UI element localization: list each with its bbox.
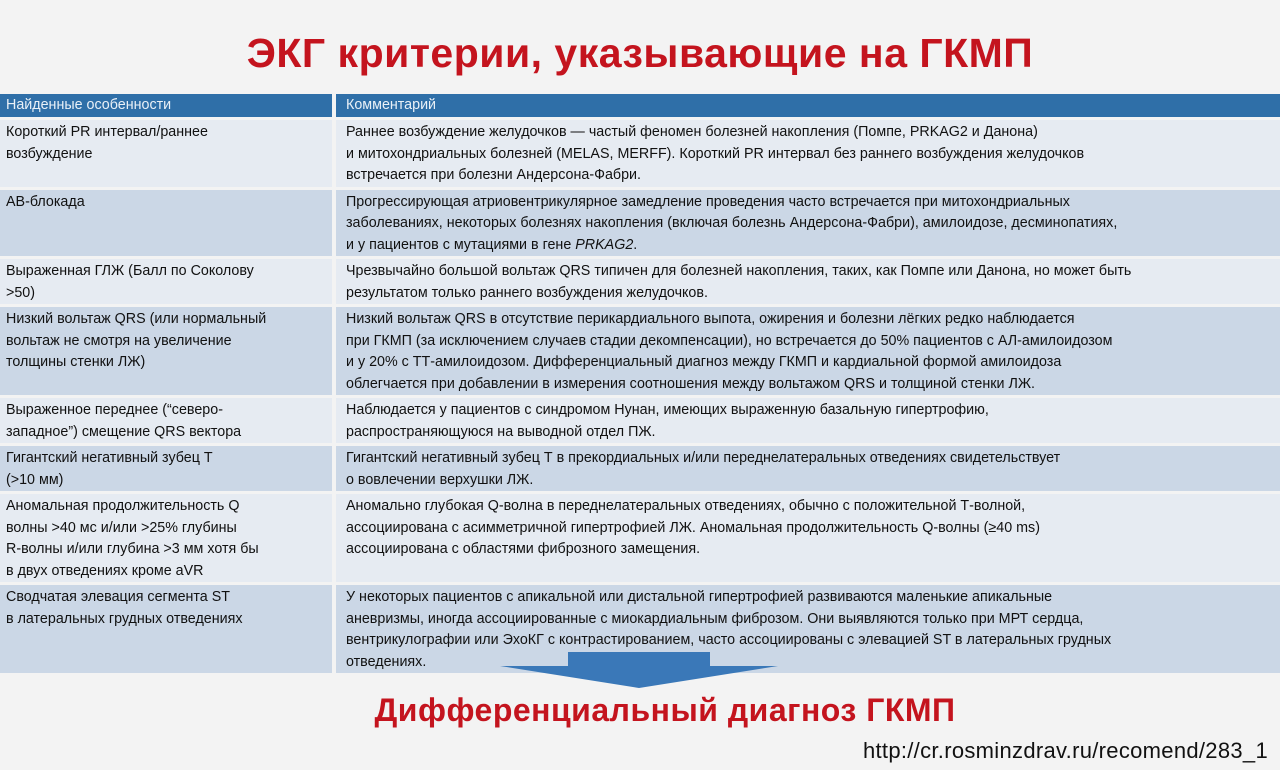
comment-line: Гигантский негативный зубец Т в прекордиальных и/или переднелатеральных отведениях свидетельствует: [346, 450, 1061, 466]
comment-line: о вовлечении верхушки ЛЖ.: [346, 471, 534, 488]
comment-cell: [334, 397, 1280, 445]
feature-line: Сводчатая элевация сегмента ST: [6, 589, 230, 605]
header-comment: Комментарий: [334, 94, 1280, 119]
comment-cell: [334, 445, 1280, 493]
comment-line: вентрикулографии или ЭхоКГ с контрастированием, часто ассоциированы с элевацией ST в латеральных грудных: [346, 632, 1112, 648]
comment-line: ассоциирована с областями фиброзного замещения.: [346, 541, 701, 557]
table-row: [0, 397, 1280, 445]
slide-title: ЭКГ критерии, указывающие на ГКМП: [246, 30, 1034, 76]
feature-line: Аномальная продолжительность Q: [6, 498, 240, 514]
comment-cell: [334, 584, 1280, 674]
ecg-criteria-table: [0, 94, 1280, 673]
comment-text: и у пациентов с мутациями в гене: [346, 236, 572, 253]
feature-line: в двух отведениях кроме aVR: [6, 562, 204, 579]
comment-cell: [334, 188, 1280, 258]
feature-line: западное”) смещение QRS вектора: [6, 423, 242, 440]
feature-cell: [0, 397, 334, 445]
feature-cell: [0, 258, 334, 306]
comment-line: Раннее возбуждение желудочков — частый феномен болезней накопления (Помпе, PRKAG2 и Данона): [346, 124, 1038, 140]
feature-line: толщины стенки ЛЖ): [6, 354, 146, 370]
down-arrow-icon: [500, 652, 778, 688]
gene-name: PRKAG2: [575, 236, 634, 253]
comment-cell: [334, 493, 1280, 584]
comment-line: результатом только раннего возбуждения желудочков.: [346, 284, 708, 301]
feature-line: Выраженная ГЛЖ (Балл по Соколову: [6, 263, 254, 279]
comment-line: отведениях.: [346, 653, 427, 670]
comment-line: Аномально глубокая Q-волна в переднелатеральных отведениях, обычно с положительной Т-волной,: [346, 498, 1026, 514]
feature-line: Короткий PR интервал/раннее: [6, 124, 208, 140]
comment-line: заболеваниях, некоторых болезнях накопления (включая болезнь Андерсона-Фабри), амилоидозе, десминопатиях,: [346, 215, 1118, 231]
comment-line: облегчается при добавлении в измерения соотношения между вольтажом QRS и толщиной стенки ЛЖ.: [346, 375, 1036, 392]
table-row: [0, 493, 1280, 584]
feature-line: в латеральных грудных отведениях: [6, 610, 243, 627]
comment-line: Прогрессирующая атриовентрикулярное замедление проведения часто встречается при митохондриальных: [346, 193, 1070, 210]
comment-cell: [334, 119, 1280, 189]
feature-cell: [0, 119, 334, 189]
table-row: [0, 445, 1280, 493]
comment-line: распространяющуюся на выводной отдел ПЖ.: [346, 423, 656, 440]
table-row: [0, 306, 1280, 397]
comment-line: [346, 235, 1274, 257]
slide-subtitle: Дифференциальный диагноз ГКМП: [374, 692, 956, 728]
feature-line: Низкий вольтаж QRS (или нормальный: [6, 311, 267, 327]
feature-line: волны >40 мс и/или >25% глубины: [6, 519, 237, 536]
feature-line: >50): [6, 284, 36, 301]
comment-line: У некоторых пациентов с апикальной или дистальной гипертрофией развиваются маленькие апикальные: [346, 589, 1053, 605]
comment-tail: .: [633, 236, 638, 253]
feature-line: вольтаж не смотря на увеличение: [6, 332, 232, 349]
feature-cell: [0, 306, 334, 397]
source-url: http://cr.rosminzdrav.ru/recomend/283_1: [862, 738, 1268, 763]
comment-line: встречается при болезни Андерсона-Фабри.: [346, 167, 642, 183]
feature-line: (>10 мм): [6, 471, 64, 488]
comment-line: при ГКМП (за исключением случаев стадии декомпенсации), но встречается до 50% пациентов с АЛ-амилоидозом: [346, 332, 1113, 349]
comment-line: ассоциирована с асимметричной гипертрофией ЛЖ. Аномальная продолжительность Q-волны (≥40 ms): [346, 519, 1040, 536]
feature-line: возбуждение: [6, 145, 93, 162]
table-row: [0, 188, 1280, 258]
comment-line: Низкий вольтаж QRS в отсутствие перикардиального выпота, ожирения и болезни лёгких редко наблюдается: [346, 311, 1075, 327]
comment-line: и у 20% с ТТ-амилоидозом. Дифференциальный диагноз между ГКМП и кардиальной формой амилоидоза: [346, 354, 1062, 370]
comment-cell: [334, 306, 1280, 397]
table-row: [0, 258, 1280, 306]
feature-line: АВ-блокада: [6, 193, 85, 210]
feature-line: R-волны и/или глубина >3 мм хотя бы: [6, 541, 259, 557]
feature-line: Выраженное переднее (“северо-: [6, 402, 223, 418]
comment-line: Чрезвычайно большой вольтаж QRS типичен для болезней накопления, таких, как Помпе или Данона, но может быть: [346, 263, 1132, 279]
header-features: Найденные особенности: [0, 94, 334, 119]
comment-cell: [334, 258, 1280, 306]
table-header-row: [0, 94, 1280, 119]
feature-cell: [0, 584, 334, 674]
comment-line: Наблюдается у пациентов с синдромом Нунан, имеющих выраженную базальную гипертрофию,: [346, 402, 989, 418]
comment-line: и митохондриальных болезней (MELAS, MERFF). Короткий PR интервал без раннего возбуждения желудочков: [346, 145, 1085, 162]
feature-line: Гигантский негативный зубец Т: [6, 450, 213, 466]
feature-cell: [0, 445, 334, 493]
comment-line: аневризмы, иногда ассоциированные с миокардиальным фиброзом. Они выявляются только при МРТ сердца,: [346, 610, 1084, 627]
feature-cell: [0, 493, 334, 584]
feature-cell: [0, 188, 334, 258]
table-row: [0, 119, 1280, 189]
